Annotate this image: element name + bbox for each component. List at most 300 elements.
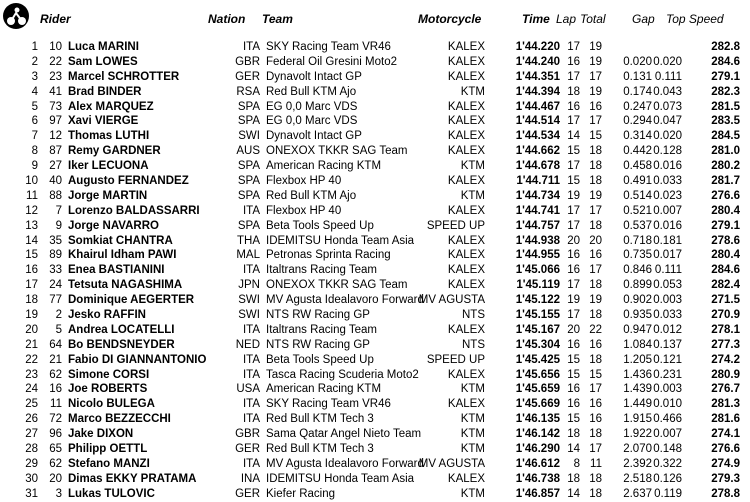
top-speed: 281.5 [711, 100, 740, 113]
gap-first: 0.514 [623, 189, 652, 202]
best-lap: 18 [567, 85, 580, 98]
rider-number: 7 [55, 204, 62, 217]
rider-number: 24 [49, 279, 62, 292]
gap-first: 1.922 [623, 428, 652, 441]
rider-number: 21 [49, 353, 62, 366]
rider-name: Alex MARQUEZ [68, 100, 154, 113]
nation: USA [236, 383, 260, 396]
motorcycle: KALEX [447, 175, 485, 188]
total-laps: 18 [589, 309, 602, 322]
table-row [0, 293, 750, 308]
rider-name: Iker LECUONA [68, 160, 149, 173]
rider-number: 73 [49, 100, 62, 113]
gap-first: 0.020 [623, 55, 652, 68]
gap-previous: 0.023 [653, 189, 682, 202]
rider-number: 12 [49, 130, 62, 143]
rider-number: 40 [49, 175, 62, 188]
lap-time: 1'45.155 [515, 309, 560, 322]
position: 16 [25, 264, 38, 277]
top-speed: 279.3 [711, 472, 740, 485]
position: 14 [25, 234, 38, 247]
gap-first: 2.637 [623, 487, 652, 500]
best-lap: 16 [567, 338, 580, 351]
top-speed: 284.5 [711, 130, 740, 143]
position: 23 [25, 368, 38, 381]
total-laps: 18 [589, 279, 602, 292]
gap-first: 0.846 [623, 264, 652, 277]
table-row [0, 427, 750, 442]
lap-time: 1'46.612 [515, 457, 560, 470]
rider-number: 9 [55, 219, 62, 232]
position: 21 [25, 338, 38, 351]
motorcycle: KALEX [447, 368, 485, 381]
table-row [0, 278, 750, 293]
rider-name: Nicolo BULEGA [68, 398, 155, 411]
motorcycle: MV AGUSTA [418, 294, 485, 307]
top-speed: 280.2 [711, 160, 740, 173]
motorcycle: KALEX [447, 204, 485, 217]
total-laps: 19 [589, 55, 602, 68]
rider-number: 16 [49, 383, 62, 396]
rider-number: 10 [49, 41, 62, 53]
col-nation-header: Nation [208, 12, 246, 26]
team: Italtrans Racing Team [266, 264, 378, 277]
best-lap: 16 [567, 264, 580, 277]
nation: SPA [237, 189, 260, 202]
position: 24 [25, 383, 38, 396]
nation: ITA [242, 264, 260, 277]
team: Dynavolt Intact GP [266, 70, 362, 83]
total-laps: 15 [589, 130, 602, 143]
gap-previous: 0.020 [653, 130, 682, 143]
gap-first: 0.718 [623, 234, 652, 247]
top-speed: 276.6 [711, 443, 740, 456]
gap-previous: 0.121 [653, 353, 682, 366]
best-lap: 16 [567, 383, 580, 396]
motorcycle-rider-icon [2, 2, 30, 30]
gap-first: 0.899 [623, 279, 652, 292]
position: 28 [25, 443, 38, 456]
top-speed: 279.1 [711, 70, 740, 83]
gap-first: 0.735 [623, 249, 652, 262]
team: ONEXOX TKKR SAG Team [266, 279, 408, 292]
lap-time: 1'45.669 [515, 398, 560, 411]
position: 4 [31, 85, 38, 98]
gap-previous: 0.033 [653, 175, 682, 188]
position: 27 [25, 428, 38, 441]
nation: SPA [237, 219, 260, 232]
best-lap: 17 [567, 204, 580, 217]
table-row [0, 412, 750, 427]
nation: ITA [242, 204, 260, 217]
rider-name: Remy GARDNER [68, 145, 161, 158]
gap-first: 1.205 [623, 353, 652, 366]
top-speed: 284.6 [711, 264, 740, 277]
lap-time: 1'45.425 [515, 353, 560, 366]
rider-number: 87 [49, 145, 62, 158]
nation: GBR [235, 428, 260, 441]
team: American Racing KTM [266, 160, 382, 173]
col-top-speed-header: Top Speed [666, 12, 724, 26]
total-laps: 19 [589, 85, 602, 98]
table-row [0, 40, 750, 55]
gap-previous: 0.148 [653, 443, 682, 456]
motorcycle: KALEX [447, 234, 485, 247]
gap-previous: 0.010 [653, 398, 682, 411]
total-laps: 17 [589, 115, 602, 128]
position: 5 [31, 100, 38, 113]
nation: INA [240, 472, 260, 485]
total-laps: 18 [589, 219, 602, 232]
rider-name: Jesko RAFFIN [68, 309, 146, 322]
motorcycle: KALEX [447, 115, 485, 128]
rider-number: 62 [49, 457, 62, 470]
motorcycle: KALEX [447, 41, 485, 53]
best-lap: 14 [567, 443, 580, 456]
nation: RSA [236, 85, 260, 98]
lap-time: 1'44.734 [515, 189, 560, 202]
table-row [0, 234, 750, 249]
lap-time: 1'44.662 [515, 145, 560, 158]
nation: SPA [237, 175, 260, 188]
nation: SWI [238, 130, 260, 143]
nation: ITA [242, 413, 260, 426]
top-speed: 274.2 [711, 353, 740, 366]
top-speed: 270.9 [711, 309, 740, 322]
gap-previous: 0.047 [653, 115, 682, 128]
rider-number: 89 [49, 249, 62, 262]
total-laps: 17 [589, 383, 602, 396]
lap-time: 1'44.938 [515, 234, 560, 247]
rider-name: Sam LOWES [68, 55, 138, 68]
lap-time: 1'44.678 [515, 160, 560, 173]
rider-name: Andrea LOCATELLI [68, 323, 175, 336]
lap-time: 1'45.167 [515, 323, 560, 336]
total-laps: 17 [589, 264, 602, 277]
total-laps: 18 [589, 487, 602, 500]
top-speed: 280.9 [711, 368, 740, 381]
gap-first: 1.439 [623, 383, 652, 396]
top-speed: 282.3 [711, 85, 740, 98]
gap-previous: 0.466 [653, 413, 682, 426]
gap-previous: 0.126 [653, 472, 682, 485]
total-laps: 18 [589, 175, 602, 188]
motorcycle: KALEX [447, 70, 485, 83]
gap-first: 0.935 [623, 309, 652, 322]
gap-previous: 0.231 [653, 368, 682, 381]
motorcycle: KTM [460, 85, 485, 98]
table-row [0, 323, 750, 338]
top-speed: 277.3 [711, 338, 740, 351]
gap-first: 0.491 [623, 175, 652, 188]
rider-number: 65 [49, 443, 62, 456]
team: American Racing KTM [266, 383, 382, 396]
lap-time: 1'44.351 [515, 70, 560, 83]
best-lap: 18 [567, 472, 580, 485]
rider-name: Luca MARINI [68, 41, 139, 53]
total-laps: 19 [589, 189, 602, 202]
top-speed: 280.4 [711, 249, 740, 262]
team: Beta Tools Speed Up [266, 219, 374, 232]
gap-first: 2.518 [623, 472, 652, 485]
rider-number: 22 [49, 55, 62, 68]
table-row [0, 353, 750, 368]
table-row [0, 338, 750, 353]
total-laps: 16 [589, 398, 602, 411]
lap-time: 1'45.122 [515, 294, 560, 307]
rider-name: Tetsuta NAGASHIMA [68, 279, 183, 292]
team: IDEMITSU Honda Team Asia [266, 234, 415, 247]
gap-first: 1.084 [623, 338, 652, 351]
total-laps: 16 [589, 249, 602, 262]
total-laps: 16 [589, 100, 602, 113]
lap-time: 1'45.656 [515, 368, 560, 381]
team: IDEMITSU Honda Team Asia [266, 472, 415, 485]
nation: SPA [237, 100, 260, 113]
table-row [0, 308, 750, 323]
lap-time: 1'45.659 [515, 383, 560, 396]
position: 17 [25, 279, 38, 292]
rider-name: Thomas LUTHI [68, 130, 150, 143]
rider-number: 5 [55, 323, 62, 336]
team: SKY Racing Team VR46 [266, 398, 391, 411]
gap-previous: 0.033 [653, 309, 682, 322]
team: Tasca Racing Scuderia Moto2 [266, 368, 419, 381]
team: Flexbox HP 40 [266, 204, 342, 217]
motorcycle: KTM [460, 189, 485, 202]
best-lap: 17 [567, 160, 580, 173]
gap-previous: 0.007 [653, 204, 682, 217]
gap-previous: 0.012 [653, 323, 682, 336]
rider-name: Enea BASTIANINI [68, 264, 165, 277]
nation: ITA [242, 457, 260, 470]
best-lap: 15 [567, 413, 580, 426]
motorcycle: KTM [460, 487, 485, 500]
gap-previous: 0.016 [653, 219, 682, 232]
rider-name: Jake DIXON [68, 428, 134, 441]
position: 20 [25, 323, 38, 336]
total-laps: 16 [589, 413, 602, 426]
team: Red Bull KTM Ajo [266, 85, 357, 98]
best-lap: 17 [567, 309, 580, 322]
motorcycle: KALEX [447, 130, 485, 143]
nation: MAL [236, 249, 260, 262]
rider-number: 2 [55, 309, 62, 322]
best-lap: 17 [567, 279, 580, 292]
gap-first: 2.070 [623, 443, 652, 456]
best-lap: 15 [567, 175, 580, 188]
nation: THA [237, 234, 260, 247]
gap-first: 0.442 [623, 145, 652, 158]
rider-name: Philipp OETTL [68, 443, 148, 456]
rider-name: Joe ROBERTS [68, 383, 148, 396]
position: 30 [25, 472, 38, 485]
table-row [0, 397, 750, 412]
lap-time: 1'44.534 [515, 130, 560, 143]
best-lap: 16 [567, 398, 580, 411]
rider-name: Jorge MARTIN [68, 189, 148, 202]
rider-name: Jorge NAVARRO [68, 219, 159, 232]
col-team-header: Team [262, 12, 293, 26]
rider-name: Xavi VIERGE [68, 115, 139, 128]
position: 25 [25, 398, 38, 411]
gap-first: 1.915 [623, 413, 652, 426]
top-speed: 274.9 [711, 457, 740, 470]
motorcycle: KTM [460, 443, 485, 456]
rider-number: 33 [49, 264, 62, 277]
motorcycle: SPEED UP [426, 219, 485, 232]
best-lap: 19 [567, 294, 580, 307]
table-row [0, 85, 750, 100]
motorcycle: NTS [462, 338, 485, 351]
total-laps: 19 [589, 41, 602, 53]
col-lap-header: Lap [556, 12, 577, 26]
best-lap: 20 [567, 234, 580, 247]
team: ONEXOX TKKR SAG Team [266, 145, 408, 158]
best-lap: 14 [567, 487, 580, 500]
gap-first: 0.537 [623, 219, 652, 232]
gap-previous: 0.181 [653, 234, 682, 247]
table-row [0, 368, 750, 383]
table-row [0, 487, 750, 502]
rider-number: 27 [49, 160, 62, 173]
gap-previous: 0.073 [653, 100, 682, 113]
position: 7 [31, 130, 38, 143]
best-lap: 17 [567, 219, 580, 232]
nation: SPA [237, 115, 260, 128]
table-row [0, 174, 750, 189]
position: 15 [25, 249, 38, 262]
table-row [0, 442, 750, 457]
table-row [0, 382, 750, 397]
position: 29 [25, 457, 38, 470]
col-motorcycle-header: Motorcycle [418, 12, 482, 26]
top-speed: 278.6 [711, 234, 740, 247]
rider-number: 41 [49, 85, 62, 98]
top-speed: 283.5 [711, 115, 740, 128]
rider-number: 3 [55, 487, 62, 500]
position: 11 [26, 189, 38, 202]
best-lap: 19 [567, 189, 580, 202]
gap-previous: 0.128 [653, 145, 682, 158]
table-row [0, 129, 750, 144]
lap-time: 1'45.066 [515, 264, 560, 277]
gap-first: 2.392 [623, 457, 652, 470]
total-laps: 18 [589, 353, 602, 366]
gap-previous: 0.020 [653, 55, 682, 68]
lap-time: 1'44.240 [515, 55, 560, 68]
gap-first: 0.458 [623, 160, 652, 173]
best-lap: 15 [567, 353, 580, 366]
gap-previous: 0.119 [654, 487, 682, 500]
total-laps: 22 [589, 323, 602, 336]
total-laps: 18 [589, 472, 602, 485]
table-row [0, 457, 750, 472]
rider-number: 77 [49, 294, 62, 307]
nation: AUS [236, 145, 260, 158]
top-speed: 281.6 [711, 413, 740, 426]
col-gap-header: Gap [632, 12, 655, 26]
motorcycle: KALEX [447, 264, 485, 277]
gap-previous: 0.322 [653, 457, 682, 470]
gap-previous: 0.003 [653, 383, 682, 396]
top-speed: 284.6 [711, 55, 740, 68]
table-row [0, 144, 750, 159]
rider-name: Dimas EKKY PRATAMA [68, 472, 197, 485]
team: EG 0,0 Marc VDS [266, 100, 358, 113]
motorcycle: KALEX [447, 55, 485, 68]
gap-previous: 0.016 [653, 160, 682, 173]
gap-previous: 0.017 [653, 249, 682, 262]
team: Petronas Sprinta Racing [266, 249, 391, 262]
best-lap: 14 [567, 130, 580, 143]
position: 2 [31, 55, 38, 68]
top-speed: 276.6 [711, 189, 740, 202]
motorcycle: KALEX [447, 398, 485, 411]
position: 26 [25, 413, 38, 426]
gap-previous: 0.111 [654, 264, 682, 277]
team: SKY Racing Team VR46 [266, 41, 391, 53]
gap-previous: 0.111 [654, 70, 682, 83]
gap-first: 1.436 [623, 368, 652, 381]
lap-time: 1'44.467 [515, 100, 560, 113]
best-lap: 17 [567, 70, 580, 83]
team: Flexbox HP 40 [266, 175, 342, 188]
nation: GBR [235, 55, 260, 68]
team: NTS RW Racing GP [266, 338, 370, 351]
rider-number: 20 [49, 472, 62, 485]
rider-name: Augusto FERNANDEZ [68, 175, 189, 188]
top-speed: 281.7 [711, 175, 740, 188]
results-table [0, 40, 750, 502]
position: 6 [31, 115, 38, 128]
motorcycle: KALEX [447, 100, 485, 113]
motorcycle: KTM [460, 413, 485, 426]
lap-time: 1'44.514 [515, 115, 560, 128]
rider-name: Marco BEZZECCHI [68, 413, 171, 426]
motorcycle: KTM [460, 383, 485, 396]
team: Sama Qatar Angel Nieto Team [266, 428, 422, 441]
lap-time: 1'44.955 [515, 249, 560, 262]
gap-first: 0.294 [623, 115, 652, 128]
nation: SWI [238, 294, 260, 307]
top-speed: 276.7 [711, 383, 740, 396]
best-lap: 16 [567, 55, 580, 68]
total-laps: 17 [589, 443, 602, 456]
team: Red Bull KTM Tech 3 [266, 413, 374, 426]
position: 12 [25, 204, 38, 217]
gap-previous: 0.053 [653, 279, 682, 292]
lap-time: 1'45.304 [515, 338, 560, 351]
rider-number: 88 [49, 189, 62, 202]
total-laps: 15 [589, 368, 602, 381]
nation: SPA [237, 160, 260, 173]
table-row [0, 472, 750, 487]
rider-name: Dominique AEGERTER [68, 294, 195, 307]
best-lap: 18 [567, 428, 580, 441]
team: MV Agusta Idealavoro Forward [266, 294, 424, 307]
motorcycle: SPEED UP [426, 353, 485, 366]
table-row [0, 114, 750, 129]
best-lap: 17 [567, 115, 580, 128]
lap-time: 1'46.135 [515, 413, 560, 426]
rider-name: Khairul Idham PAWI [68, 249, 177, 262]
table-row [0, 248, 750, 263]
rider-name: Simone CORSI [68, 368, 150, 381]
table-row [0, 159, 750, 174]
position: 3 [31, 70, 38, 83]
team: Italtrans Racing Team [266, 323, 378, 336]
